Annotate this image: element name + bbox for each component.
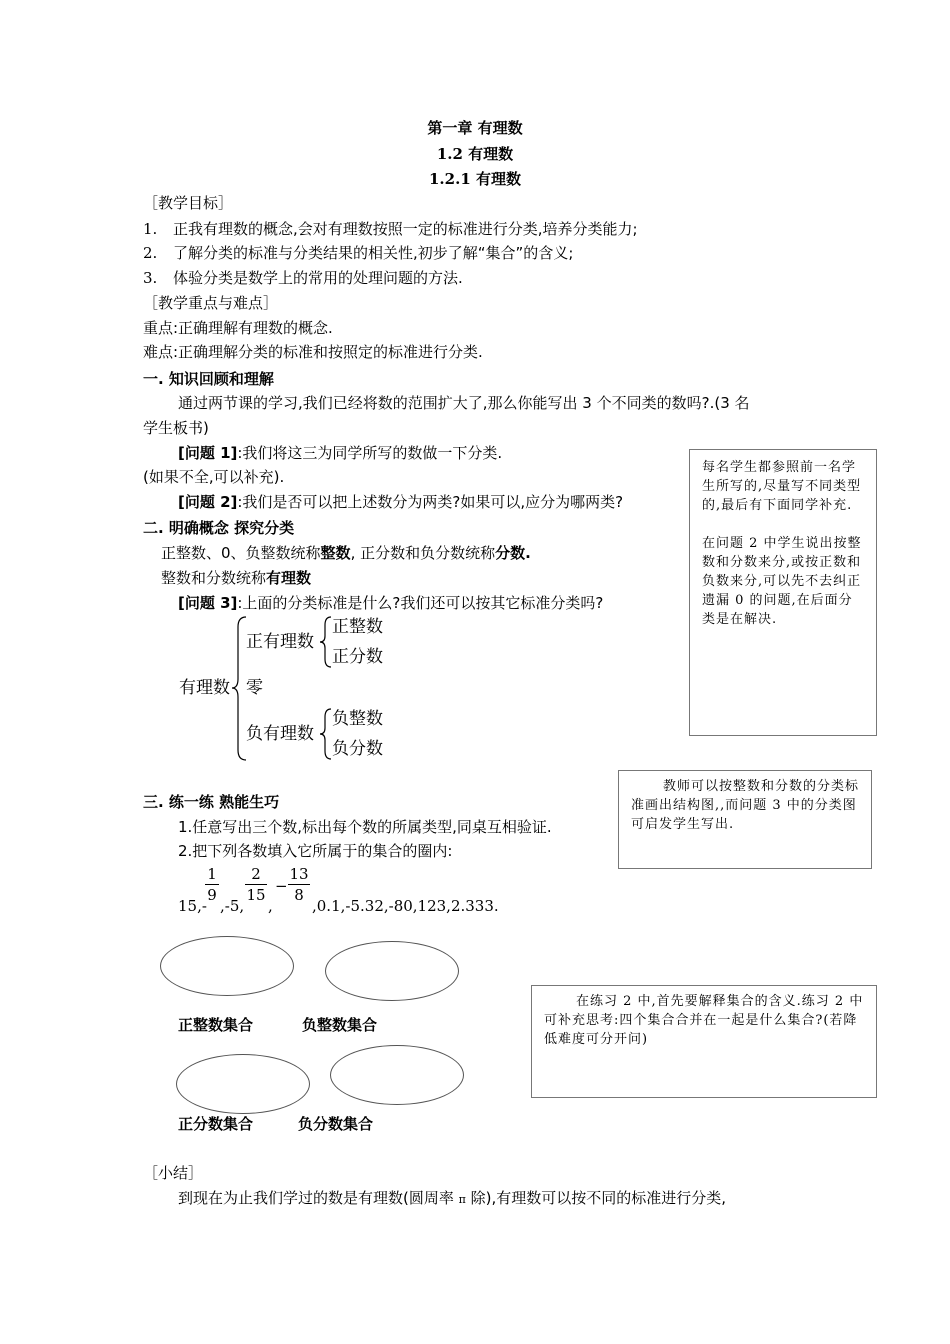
objective-text: 了解分类的标准与分类结果的相关性,初步了解“集合”的含义; [173, 244, 574, 262]
concept-text: , 正分数和负分数统称 [350, 544, 496, 562]
fraction-denominator: 9 [207, 886, 217, 904]
fraction-1-9 [205, 865, 219, 904]
pos-int-set-label: 正整数集合 [178, 1016, 254, 1034]
focus-text: 重点:正确理解有理数的概念. [143, 319, 333, 337]
concept-term: 分数. [495, 544, 531, 562]
negative-brace [320, 709, 331, 759]
fraction-numerator: 13 [289, 865, 309, 883]
summary-text-a: 到现在为止我们学过的数是有理数(圆周率 [178, 1189, 454, 1207]
tree-root: 有理数 [179, 678, 230, 698]
side-note-1b: 在问题 2 中学生说出按整数和分数来分,或按正数和负数来分,可以先不去纠正遗漏 0 的问题,在后面分类是在解决. [702, 536, 862, 627]
numbers-a: 15,- [178, 897, 207, 915]
pos-frac-set-ellipse [176, 1054, 310, 1114]
side-note-box-3 [531, 985, 877, 1098]
tree-pos-frac: 正分数 [332, 647, 383, 667]
numbers-b: ,-5, [220, 897, 245, 915]
side-note-box-2 [618, 770, 872, 869]
section1-intro: 通过两节课的学习,我们已经将数的范围扩大了,那么你能写出 3 个不同类的数吗?.(3 名 [178, 394, 750, 412]
chapter-title: 第一章 有理数 [427, 119, 523, 137]
fraction-3-sign: − [275, 877, 288, 895]
exercise-1: 1.任意写出三个数,标出每个数的所属类型,同桌互相验证. [178, 818, 552, 836]
question-3-text: :上面的分类标准是什么?我们还可以按其它标准分类吗? [237, 594, 604, 612]
tree-negative: 负有理数 [246, 724, 314, 744]
side-note-3: 在练习 2 中,首先要解释集合的含义.练习 2 中可补充思考:四个集合合并在一起是什么集合?(若降低难度可分开问) [544, 994, 864, 1047]
neg-frac-set-ellipse [330, 1045, 464, 1105]
neg-int-set-label: 负整数集合 [302, 1016, 378, 1034]
section3-heading: 三. 练一练 熟能生巧 [143, 793, 280, 811]
root-brace [232, 617, 246, 760]
question-1-note: (如果不全,可以补充). [143, 468, 285, 486]
question-2-text: :我们是否可以把上述数分为两类?如果可以,应分为哪两类? [237, 493, 624, 511]
fraction-2-15 [245, 865, 267, 904]
neg-int-set-ellipse [325, 941, 459, 1001]
section-title: 1.2 有理数 [436, 145, 514, 163]
fraction-numerator: 1 [207, 865, 217, 883]
objectives-heading: ［教学目标］ [143, 194, 234, 212]
concept-term: 整数 [320, 544, 351, 562]
tree-positive: 正有理数 [246, 632, 314, 652]
section2-heading: 二. 明确概念 探究分类 [143, 519, 295, 537]
objective-num: 3. [143, 269, 158, 287]
objective-num: 2. [143, 244, 158, 262]
section1-heading: 一. 知识回顾和理解 [143, 370, 274, 388]
positive-brace [320, 617, 331, 667]
exercise-2: 2.把下列各数填入它所属于的集合的圈内: [178, 842, 453, 860]
fraction-denominator: 8 [294, 886, 304, 904]
objective-text: 体验分类是数学上的常用的处理问题的方法. [173, 269, 463, 287]
summary-text-b: 除),有理数可以按不同的标准进行分类, [470, 1189, 727, 1207]
fraction-13-8 [288, 865, 310, 904]
concept-text: 整数和分数统称 [161, 569, 267, 587]
tree-pos-int: 正整数 [332, 617, 383, 637]
question-1-label: [问题 1] [178, 444, 238, 462]
tree-zero: 零 [246, 678, 263, 698]
side-note-2: 教师可以按整数和分数的分类标准画出结构图,,而问题 3 中的分类图可启发学生写出. [631, 779, 860, 832]
fraction-denominator: 15 [246, 886, 266, 904]
keypoints-heading: ［教学重点与难点］ [143, 294, 279, 312]
summary-text [178, 1188, 726, 1210]
question-3-label: [问题 3] [178, 594, 238, 612]
pi-symbol: π [458, 1193, 466, 1206]
tree-neg-frac: 负分数 [332, 739, 383, 759]
side-note-box-1 [689, 449, 877, 736]
section1-intro-cont: 学生板书) [143, 419, 209, 437]
objective-num: 1. [143, 220, 158, 238]
question-1-text: :我们将这三为同学所写的数做一下分类. [237, 444, 503, 462]
side-note-1: 每名学生都参照前一名学生所写的,尽量写不同类型的,最后有下面同学补充. [702, 460, 862, 513]
summary-heading: ［小结］ [143, 1164, 204, 1182]
fraction-numerator: 2 [251, 865, 261, 883]
objective-text: 正我有理数的概念,会对有理数按照一定的标准进行分类,培养分类能力; [173, 220, 638, 238]
tree-neg-int: 负整数 [332, 709, 383, 729]
pos-int-set-ellipse [160, 936, 294, 996]
numbers-d: ,0.1,-5.32,-80,123,2.333. [312, 897, 499, 915]
neg-frac-set-label: 负分数集合 [298, 1115, 374, 1133]
concept-term: 有理数 [266, 569, 312, 587]
concept-text: 正整数、0、负整数统称 [161, 544, 321, 562]
pos-frac-set-label: 正分数集合 [178, 1115, 254, 1133]
question-2-label: [问题 2] [178, 493, 238, 511]
difficulty-text: 难点:正确理解分类的标准和按照定的标准进行分类. [143, 343, 483, 361]
subsection-title: 1.2.1 有理数 [429, 170, 521, 188]
numbers-c: , [268, 897, 273, 915]
